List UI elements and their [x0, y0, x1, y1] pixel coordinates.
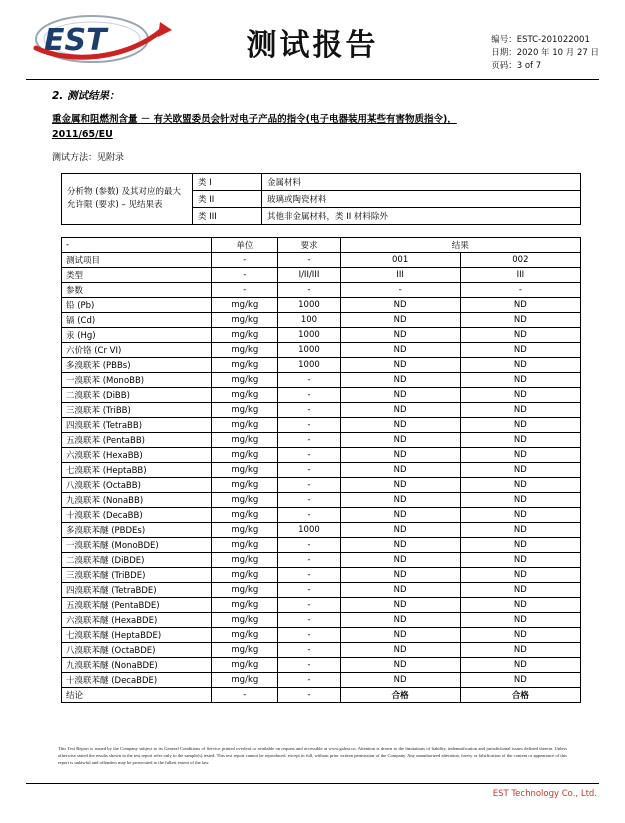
cell-analyte: 汞 (Hg) — [62, 328, 212, 343]
cell-result-002: ND — [460, 313, 580, 328]
results-table — [61, 237, 581, 703]
cell-unit: mg/kg — [212, 358, 278, 373]
cell-result-001: ND — [340, 658, 460, 673]
cell-result-001: ND — [340, 553, 460, 568]
cell-requirement: - — [278, 478, 340, 493]
cell-unit: mg/kg — [212, 568, 278, 583]
table-row — [62, 433, 581, 448]
cell-requirement: 1000 — [278, 328, 340, 343]
cell-result-001: ND — [340, 508, 460, 523]
col-header-unit: 单位 — [212, 238, 278, 253]
section-number: 2. — [52, 90, 64, 102]
table-row — [62, 283, 581, 298]
cell-unit: mg/kg — [212, 493, 278, 508]
section-title: 测试结果： — [66, 90, 120, 102]
table-row — [62, 388, 581, 403]
cell-analyte: 类型 — [62, 268, 212, 283]
cell-unit: mg/kg — [212, 538, 278, 553]
cell-result-002: ND — [460, 553, 580, 568]
cell-requirement: 1000 — [278, 523, 340, 538]
report-date-value: 2020 年 10 月 27 日 — [516, 48, 599, 58]
cell-analyte: 八溴联苯 (OctaBB) — [62, 478, 212, 493]
table-row — [62, 508, 581, 523]
cell-result-001: - — [340, 283, 460, 298]
class-label-2: 类 II — [193, 191, 262, 208]
table-row — [62, 418, 581, 433]
cell-requirement: - — [278, 628, 340, 643]
table-row — [62, 628, 581, 643]
cell-unit: mg/kg — [212, 523, 278, 538]
results-table-head — [62, 238, 581, 253]
report-no-label: 编号： — [491, 35, 517, 45]
cell-requirement: - — [278, 538, 340, 553]
cell-requirement: - — [278, 553, 340, 568]
cell-analyte: 镉 (Cd) — [62, 313, 212, 328]
cell-requirement: 100 — [278, 313, 340, 328]
cell-requirement: - — [278, 583, 340, 598]
class-label-3: 类 III — [193, 208, 262, 225]
cell-result-002: ND — [460, 328, 580, 343]
page-number-label: 页码： — [491, 61, 517, 71]
classification-table — [61, 173, 581, 225]
cell-result-002: ND — [460, 508, 580, 523]
cell-unit: mg/kg — [212, 643, 278, 658]
cell-requirement: - — [278, 463, 340, 478]
cell-analyte: 七溴联苯醚 (HeptaBDE) — [62, 628, 212, 643]
table-row — [62, 478, 581, 493]
cell-unit: mg/kg — [212, 388, 278, 403]
cell-unit: mg/kg — [212, 313, 278, 328]
section-heading — [52, 88, 599, 103]
cell-result-002: 002 — [460, 253, 580, 268]
cell-result-001: ND — [340, 343, 460, 358]
cell-unit: mg/kg — [212, 673, 278, 688]
cell-result-002: ND — [460, 358, 580, 373]
cell-analyte: 四溴联苯醚 (TetraBDE) — [62, 583, 212, 598]
table-row — [62, 358, 581, 373]
subsection-title-line2: 2011/65/EU — [52, 129, 113, 140]
cell-result-001: ND — [340, 388, 460, 403]
cell-result-002: ND — [460, 628, 580, 643]
cell-result-001: ND — [340, 568, 460, 583]
cell-requirement: 1000 — [278, 358, 340, 373]
cell-result-001: ND — [340, 358, 460, 373]
cell-analyte: 六溴联苯 (HexaBB) — [62, 448, 212, 463]
cell-result-001: ND — [340, 448, 460, 463]
cell-requirement: 1000 — [278, 298, 340, 313]
cell-requirement: - — [278, 658, 340, 673]
table-row — [62, 268, 581, 283]
cell-analyte: 七溴联苯 (HeptaBB) — [62, 463, 212, 478]
cell-requirement: - — [278, 283, 340, 298]
subsection-title — [52, 112, 599, 142]
cell-result-002: ND — [460, 568, 580, 583]
cell-result-001: ND — [340, 538, 460, 553]
cell-analyte: 三溴联苯醚 (TriBDE) — [62, 568, 212, 583]
table-row — [62, 673, 581, 688]
table-row — [62, 463, 581, 478]
cell-result-002: ND — [460, 598, 580, 613]
cell-result-001: 001 — [340, 253, 460, 268]
cell-result-002: - — [460, 283, 580, 298]
cell-result-001: ND — [340, 628, 460, 643]
cell-unit: mg/kg — [212, 553, 278, 568]
report-meta — [491, 34, 599, 73]
cell-result-001: ND — [340, 478, 460, 493]
cell-requirement: - — [278, 613, 340, 628]
cell-unit: - — [212, 688, 278, 703]
table-row — [62, 658, 581, 673]
cell-requirement: - — [278, 643, 340, 658]
cell-analyte: 测试项目 — [62, 253, 212, 268]
table-row — [62, 613, 581, 628]
cell-analyte: 结论 — [62, 688, 212, 703]
cell-result-001: ND — [340, 313, 460, 328]
cell-result-001: ND — [340, 493, 460, 508]
table-row — [62, 688, 581, 703]
cell-result-002: ND — [460, 478, 580, 493]
class-label-1: 类 I — [193, 174, 262, 191]
cell-unit: mg/kg — [212, 478, 278, 493]
cell-analyte: 铅 (Pb) — [62, 298, 212, 313]
table-row — [62, 174, 581, 191]
cell-requirement: - — [278, 448, 340, 463]
cell-result-001: ND — [340, 613, 460, 628]
cell-unit: mg/kg — [212, 463, 278, 478]
cell-requirement: - — [278, 373, 340, 388]
cell-unit: mg/kg — [212, 658, 278, 673]
cell-unit: mg/kg — [212, 448, 278, 463]
cell-result-002: ND — [460, 523, 580, 538]
cell-analyte: 二溴联苯 (DiBB) — [62, 388, 212, 403]
cell-result-001: ND — [340, 373, 460, 388]
class-desc-2: 玻璃或陶瓷材料 — [262, 191, 581, 208]
subsection-title-line1: 重金属和阻燃剂含量 － 有关欧盟委员会针对电子产品的指令(电子电器装用某些有害物质指令)， — [52, 114, 457, 125]
cell-unit: mg/kg — [212, 613, 278, 628]
cell-result-002: ND — [460, 613, 580, 628]
cell-result-001: III — [340, 268, 460, 283]
page-number-value: 3 of 7 — [516, 61, 542, 71]
cell-requirement: - — [278, 403, 340, 418]
cell-result-002: ND — [460, 658, 580, 673]
cell-analyte: 一溴联苯醚 (MonoBDE) — [62, 538, 212, 553]
cell-analyte: 五溴联苯 (PentaBB) — [62, 433, 212, 448]
table-row — [62, 568, 581, 583]
document-body — [26, 88, 599, 703]
cell-unit: mg/kg — [212, 373, 278, 388]
cell-requirement: - — [278, 598, 340, 613]
report-no-value: ESTC-201022001 — [516, 35, 590, 45]
cell-unit: mg/kg — [212, 628, 278, 643]
cell-analyte: 六价铬 (Cr VI) — [62, 343, 212, 358]
cell-unit: mg/kg — [212, 508, 278, 523]
cell-result-002: ND — [460, 643, 580, 658]
cell-requirement: - — [278, 253, 340, 268]
cell-unit: mg/kg — [212, 328, 278, 343]
cell-unit: mg/kg — [212, 418, 278, 433]
cell-result-002: ND — [460, 403, 580, 418]
cell-unit: mg/kg — [212, 298, 278, 313]
cell-result-001: ND — [340, 328, 460, 343]
cell-result-001: ND — [340, 523, 460, 538]
page-title: 测试报告 — [246, 28, 379, 63]
cell-result-002: ND — [460, 463, 580, 478]
report-date-label: 日期： — [491, 48, 517, 58]
table-row — [62, 538, 581, 553]
cell-analyte: 参数 — [62, 283, 212, 298]
cell-result-002: ND — [460, 373, 580, 388]
cell-result-001: ND — [340, 418, 460, 433]
class-desc-1: 金属材料 — [262, 174, 581, 191]
results-table-body — [62, 253, 581, 703]
class-desc-3: 其他非金属材料，类 II 材料除外 — [262, 208, 581, 225]
table-row — [62, 313, 581, 328]
cell-result-002: ND — [460, 418, 580, 433]
cell-requirement: - — [278, 388, 340, 403]
cell-analyte: 三溴联苯 (TriBB) — [62, 403, 212, 418]
cell-result-002: ND — [460, 673, 580, 688]
cell-unit: mg/kg — [212, 343, 278, 358]
table-row — [62, 343, 581, 358]
svg-text:EST: EST — [44, 23, 107, 58]
cell-analyte: 一溴联苯 (MonoBB) — [62, 373, 212, 388]
cell-requirement: - — [278, 568, 340, 583]
company-name: EST Technology Co., Ltd. — [492, 789, 597, 799]
cell-analyte: 多溴联苯 (PBBs) — [62, 358, 212, 373]
cell-unit: mg/kg — [212, 403, 278, 418]
cell-requirement: - — [278, 508, 340, 523]
table-row — [62, 373, 581, 388]
cell-unit: mg/kg — [212, 598, 278, 613]
cell-result-002: 合格 — [460, 688, 580, 703]
table-row — [62, 448, 581, 463]
col-header-requirement: 要求 — [278, 238, 340, 253]
cell-result-001: ND — [340, 583, 460, 598]
cell-result-002: ND — [460, 343, 580, 358]
col-header-name: - — [62, 238, 212, 253]
cell-result-002: ND — [460, 298, 580, 313]
cell-result-002: ND — [460, 493, 580, 508]
cell-analyte: 八溴联苯醚 (OctaBDE) — [62, 643, 212, 658]
cell-unit: mg/kg — [212, 583, 278, 598]
table-row — [62, 643, 581, 658]
cell-analyte: 六溴联苯醚 (HexaBDE) — [62, 613, 212, 628]
cell-result-001: ND — [340, 298, 460, 313]
cell-result-002: ND — [460, 538, 580, 553]
cell-requirement: - — [278, 418, 340, 433]
cell-result-002: ND — [460, 583, 580, 598]
cell-analyte: 四溴联苯 (TetraBB) — [62, 418, 212, 433]
cell-analyte: 五溴联苯醚 (PentaBDE) — [62, 598, 212, 613]
test-method-note: 测试方法：见附录 — [52, 153, 125, 163]
table-row — [62, 553, 581, 568]
footer-divider — [26, 783, 599, 784]
col-header-results: 结果 — [340, 238, 580, 253]
table-row — [62, 328, 581, 343]
cell-unit: - — [212, 253, 278, 268]
cell-result-002: ND — [460, 388, 580, 403]
cell-unit: - — [212, 283, 278, 298]
cell-analyte: 二溴联苯醚 (DiBDE) — [62, 553, 212, 568]
footer-disclaimer: This Test Report is issued by the Company subject to its General Conditions of Service printed overleaf or available on request and accessible at www.galest.cn. Attention is drawn to the limitations of liability, indemnification and jurisdictional issues defined therein. Unless otherwise stated the results shown in the test report refer only to the sample(s) tested. This test report cannot be reproduced, except in full, without prior written permission of the Company. Any unauthorized alteration, forery or falsification of the content or appearance of this report is unlawful and offenders may be prosecuted to the fullest extent of the law. — [58, 746, 567, 765]
cell-requirement: I/II/III — [278, 268, 340, 283]
table-row — [62, 523, 581, 538]
cell-analyte: 九溴联苯 (NonaBB) — [62, 493, 212, 508]
cell-requirement: 1000 — [278, 343, 340, 358]
table-row — [62, 253, 581, 268]
table-header-row — [62, 238, 581, 253]
cell-result-001: ND — [340, 403, 460, 418]
cell-result-001: ND — [340, 598, 460, 613]
cell-result-001: ND — [340, 673, 460, 688]
cell-requirement: - — [278, 673, 340, 688]
cell-result-002: ND — [460, 448, 580, 463]
cell-result-001: ND — [340, 463, 460, 478]
table-row — [62, 493, 581, 508]
cell-result-001: ND — [340, 643, 460, 658]
cell-requirement: - — [278, 493, 340, 508]
header-divider — [26, 79, 599, 80]
document-header — [0, 0, 625, 76]
cell-analyte: 十溴联苯醚 (DecaBDE) — [62, 673, 212, 688]
classification-row-label: 分析物 (参数) 及其对应的最大允许限 (要求) – 见结果表 — [62, 174, 193, 225]
table-row — [62, 298, 581, 313]
cell-analyte: 多溴联苯醚 (PBDEs) — [62, 523, 212, 538]
cell-result-001: 合格 — [340, 688, 460, 703]
table-row — [62, 403, 581, 418]
cell-result-002: ND — [460, 433, 580, 448]
table-row — [62, 583, 581, 598]
cell-result-001: ND — [340, 433, 460, 448]
cell-requirement: - — [278, 433, 340, 448]
cell-unit: - — [212, 268, 278, 283]
table-row — [62, 598, 581, 613]
cell-result-002: III — [460, 268, 580, 283]
cell-analyte: 十溴联苯 (DecaBB) — [62, 508, 212, 523]
cell-unit: mg/kg — [212, 433, 278, 448]
cell-analyte: 九溴联苯醚 (NonaBDE) — [62, 658, 212, 673]
cell-requirement: - — [278, 688, 340, 703]
